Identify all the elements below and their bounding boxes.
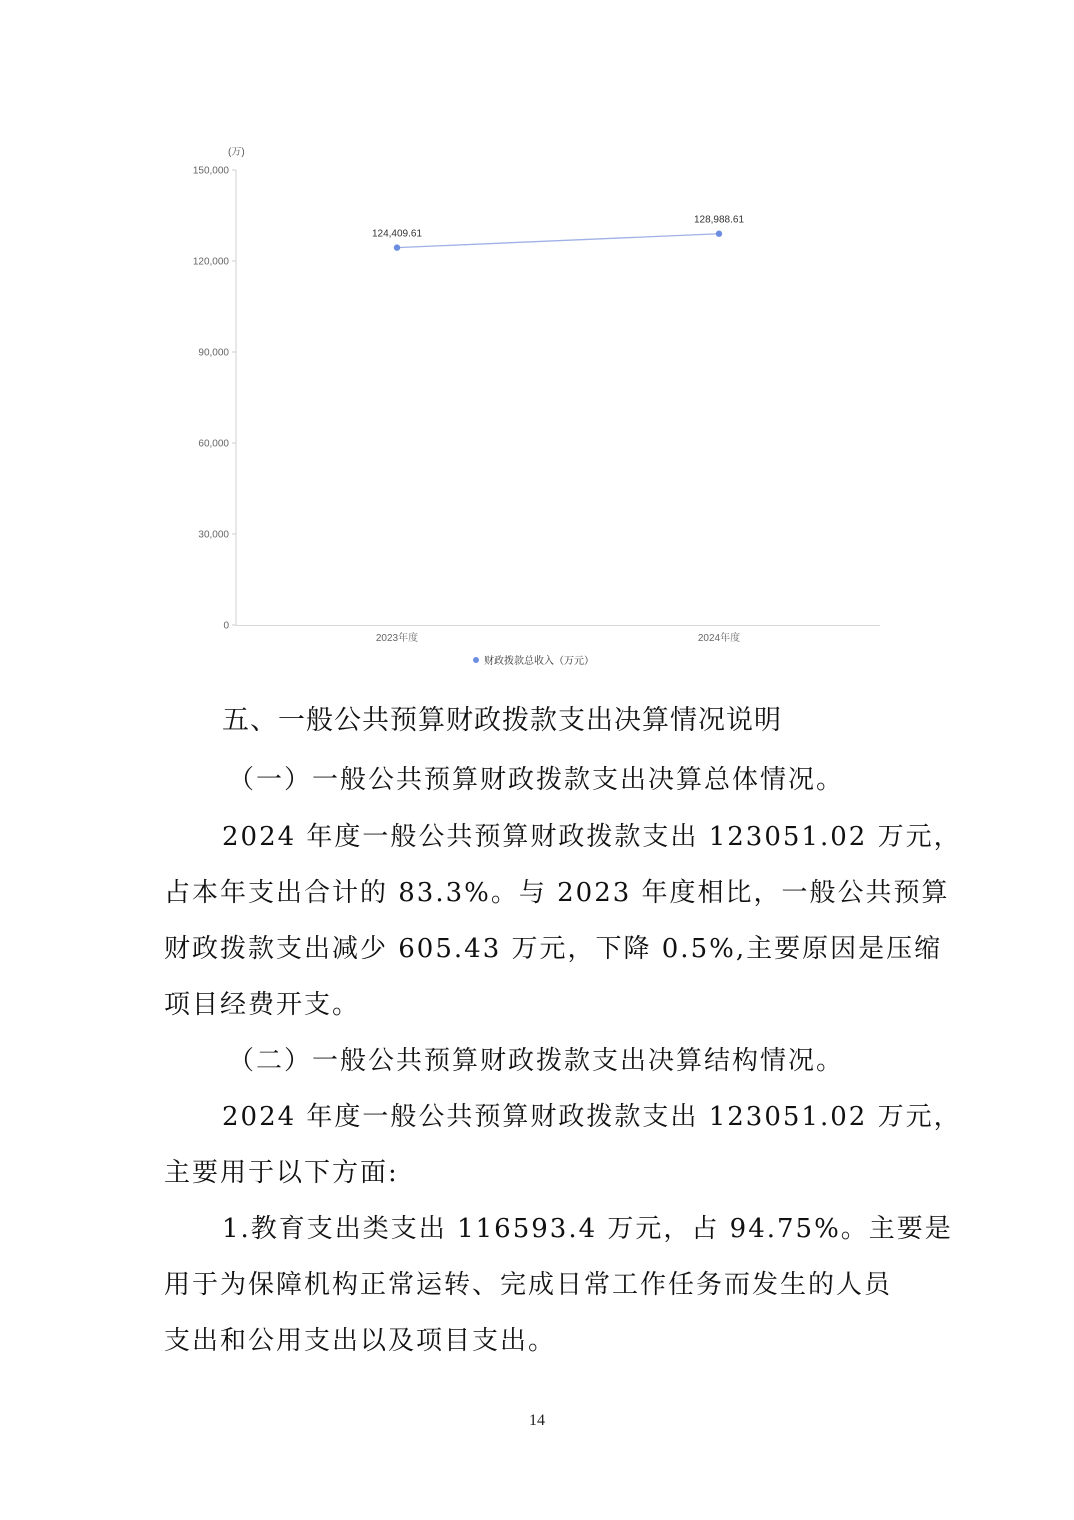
y-tick-label: 120,000 bbox=[192, 256, 229, 268]
page-number: 14 bbox=[529, 1412, 545, 1429]
legend bbox=[473, 654, 594, 667]
subsection-heading-2: （二）一般公共预算财政拨款支出决算结构情况。 bbox=[228, 1046, 845, 1076]
x-tick-label: 2024年度 bbox=[697, 633, 741, 644]
legend-label: 财政拨款总收入（万元） bbox=[484, 656, 594, 667]
section-heading: 五、一般公共预算财政拨款支出决算情况说明 bbox=[222, 705, 782, 736]
y-tick-label: 150,000 bbox=[192, 165, 229, 177]
x-axis bbox=[376, 631, 740, 644]
paragraph-1-line: 2024 年度一般公共预算财政拨款支出 123051.02 万元， bbox=[222, 822, 962, 852]
x-tick-label: 2023年度 bbox=[375, 633, 419, 644]
y-axis bbox=[193, 166, 236, 632]
paragraph-3-line: 1.教育支出类支出 116593.4 万元，占 94.75%。主要是 bbox=[222, 1214, 953, 1244]
y-tick-label: 30,000 bbox=[198, 529, 229, 541]
data-label: 124,409.61 bbox=[371, 228, 423, 240]
paragraph-3-line: 用于为保障机构正常运转、完成日常工作任务而发生的人员 bbox=[164, 1270, 893, 1300]
paragraph-1-line: 占本年支出合计的 83.3%。与 2023 年度相比，一般公共预算 bbox=[164, 878, 950, 908]
paragraph-3-line: 支出和公用支出以及项目支出。 bbox=[164, 1326, 557, 1356]
paragraph-2-line: 主要用于以下方面: bbox=[164, 1158, 399, 1188]
income-line-chart bbox=[0, 0, 1074, 680]
subsection-heading-1: （一）一般公共预算财政拨款支出决算总体情况。 bbox=[228, 765, 845, 795]
data-point bbox=[716, 231, 722, 237]
data-label: 128,988.61 bbox=[693, 214, 745, 226]
y-tick-label: 60,000 bbox=[198, 438, 229, 450]
series-group bbox=[372, 215, 744, 251]
paragraph-1-line: 财政拨款支出减少 605.43 万元，下降 0.5%,主要原因是压缩 bbox=[164, 934, 943, 964]
y-axis-unit-label: (万) bbox=[228, 147, 245, 158]
y-tick-label: 0 bbox=[223, 620, 229, 632]
paragraph-1-line: 项目经费开支。 bbox=[164, 990, 361, 1020]
paragraph-2-line: 2024 年度一般公共预算财政拨款支出 123051.02 万元， bbox=[222, 1102, 962, 1132]
y-tick-label: 90,000 bbox=[198, 347, 229, 359]
series-line bbox=[397, 234, 719, 248]
legend-marker bbox=[473, 657, 479, 663]
data-point bbox=[394, 244, 400, 250]
